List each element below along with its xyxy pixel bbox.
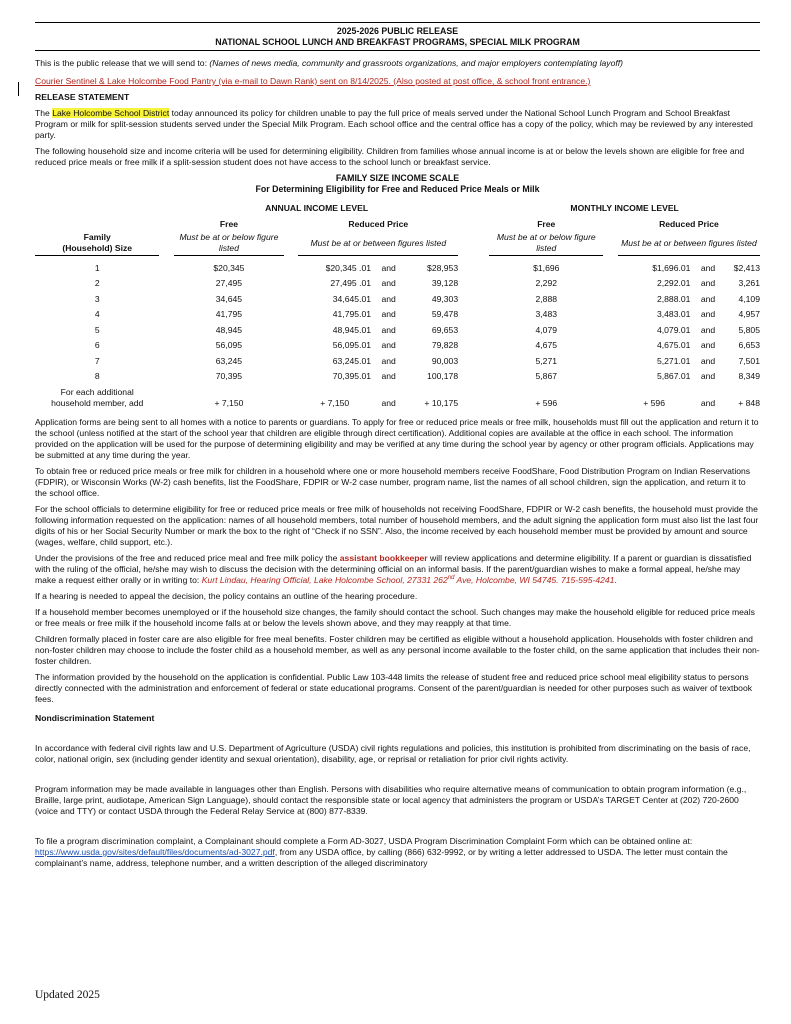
document-header bbox=[35, 22, 760, 51]
cell-size: 8 bbox=[94, 371, 100, 382]
cell-m-red-hi: 8,349 bbox=[738, 371, 760, 382]
cell-m-red-hi: 6,653 bbox=[738, 340, 760, 351]
recipients-line: Courier Sentinel & Lake Holcombe Food Pantry (via e-mail to Dawn Rank) sent on 8/14/2025. (Also posted at post office, & school front entrance.) bbox=[35, 75, 591, 86]
contact-part-1: Kurt Lindau, Hearing Official, Lake Holcombe School, 27331 262 bbox=[201, 574, 448, 585]
table-subheader bbox=[35, 216, 760, 232]
cell-a-red-lo: 56,095.01 bbox=[332, 340, 372, 351]
cell-m-red-hi: 4,109 bbox=[738, 293, 760, 304]
cell-size: 3 bbox=[94, 293, 100, 304]
cell-size: 2 bbox=[94, 278, 100, 289]
and-word: and bbox=[381, 355, 396, 366]
cell-a-free: 70,395 bbox=[215, 371, 243, 382]
cell-a-red-lo: 63,245.01 bbox=[332, 355, 372, 366]
and-word: and bbox=[381, 371, 396, 382]
scale-title: FAMILY SIZE INCOME SCALE bbox=[335, 172, 460, 183]
cell-a-red-hi: 39,128 bbox=[431, 278, 459, 289]
nondiscrimination-paragraph-3 bbox=[35, 836, 760, 869]
determining-official-role: assistant bookkeeper bbox=[339, 552, 428, 563]
text-span: Under the provisions of the free and reduced price meal and free milk policy the bbox=[35, 552, 340, 563]
hearing-paragraph: If a hearing is needed to appeal the decision, the policy contains an outline of the hearing procedure. bbox=[35, 590, 418, 601]
cell-size: 6 bbox=[94, 340, 100, 351]
intro-lead: This is the public release that we will send to: bbox=[35, 57, 210, 68]
contact-part-2: Ave, Holcombe, WI 54745. 715-595-4241 bbox=[454, 574, 615, 585]
and-word: and bbox=[700, 262, 716, 273]
ad-3027-form-link[interactable]: https://www.usda.gov/sites/default/files/documents/ad-3027.pdf bbox=[35, 846, 275, 857]
cell-m-red-lo: 2,292.01 bbox=[656, 278, 691, 289]
officials-paragraph: For the school officials to determine eligibility for free or reduced price meals or free milk of households not receiving FoodShare, FDPIR or W-2 cash benefits, the household must provide the following information requested on the application: names of all household members, total number of household members, and the adult signing the application form must also list the last four digits of his or her Social Security Number or mark the box to the right of “Check if no SSN”. Also, the income received by each household member must be provided by amount and source (wages, welfare, child support, etc.). bbox=[35, 503, 759, 547]
annual-free-note: Must be at or below figure listed bbox=[174, 232, 284, 256]
table-row bbox=[35, 369, 760, 385]
table-row bbox=[35, 260, 760, 276]
cell-a-free: 56,095 bbox=[215, 340, 243, 351]
text-span: , from any USDA office, by calling (866) 632-9992, or by writing a letter addressed to USDA. The letter must contain the complainant’s name, address, telephone number, and a written description of the alleged discriminatory bbox=[35, 846, 728, 868]
cell-a-free: 63,245 bbox=[215, 355, 243, 366]
scale-subtitle: For Determining Eligibility for Free and Reduced Price Meals or Milk bbox=[255, 183, 540, 194]
nondiscrimination-paragraph-1: In accordance with federal civil rights law and U.S. Department of Agriculture (USDA) civil rights regulations and policies, this institution is prohibited from discriminating on the basis of race, color, national origin, sex (including gender identity and sexual orientation), disability, age, or reprisal or retaliation for prior civil rights activity. bbox=[35, 742, 751, 764]
cell-a-free: 41,795 bbox=[215, 309, 243, 320]
additional-annual-reduced-high: + 10,175 bbox=[424, 397, 459, 408]
additional-monthly-reduced-low: + 596 bbox=[643, 397, 665, 408]
intro-audience: (Names of news media, community and grassroots organizations, and major employers contemplating layoff) bbox=[209, 57, 624, 68]
cell-m-free: 4,675 bbox=[535, 340, 558, 351]
cell-a-red-hi: 69,653 bbox=[431, 324, 459, 335]
foster-paragraph: Children formally placed in foster care are also eligible for free meal benefits. Foster children may be certified as eligible without a household application. Households with foster children and non-foster children may choose to include the foster child as a household member, as well as any personal income available to the foster child, on the same application that includes their non-foster children. bbox=[35, 633, 760, 666]
table-notes-row bbox=[35, 232, 760, 256]
text-span: To file a program discrimination complaint, a Complainant should complete a Form AD-3027, USDA Program Discrimination Complaint Form which can be obtained online at: bbox=[35, 835, 693, 846]
cell-m-red-lo: 4,079.01 bbox=[656, 324, 691, 335]
and-word: and bbox=[381, 293, 396, 304]
header-line-1: 2025-2026 PUBLIC RELEASE bbox=[336, 26, 459, 36]
annual-reduced-label: Reduced Price bbox=[348, 218, 409, 229]
cell-m-free: $1,696 bbox=[533, 262, 560, 273]
cell-a-free: 27,495 bbox=[215, 278, 243, 289]
cell-a-red-hi: 79,828 bbox=[431, 340, 459, 351]
income-rows bbox=[35, 260, 760, 384]
cell-a-red-lo: 70,395.01 bbox=[332, 371, 372, 382]
table-group-header bbox=[35, 201, 760, 217]
text-span: . bbox=[614, 574, 617, 585]
cell-m-red-lo: 3,483.01 bbox=[656, 309, 691, 320]
cell-m-red-lo: 5,867.01 bbox=[656, 371, 691, 382]
cell-a-red-lo: 48,945.01 bbox=[332, 324, 372, 335]
cell-size: 1 bbox=[94, 262, 100, 273]
family-label-2: (Household) Size bbox=[62, 242, 133, 253]
annual-income-label: ANNUAL INCOME LEVEL bbox=[265, 203, 369, 214]
updated-footer: Updated 2025 bbox=[35, 989, 100, 1001]
cell-m-free: 5,867 bbox=[535, 371, 558, 382]
cell-a-red-lo: $20,345 .01 bbox=[325, 262, 372, 273]
additional-annual-free: + 7,150 bbox=[214, 397, 244, 408]
table-row bbox=[35, 276, 760, 292]
cell-a-red-hi: 59,478 bbox=[431, 309, 459, 320]
and-word: and bbox=[700, 397, 716, 408]
cell-m-free: 2,888 bbox=[535, 293, 558, 304]
cell-a-red-lo: 41,795.01 bbox=[332, 309, 372, 320]
release-paragraph-1 bbox=[35, 108, 760, 141]
and-word: and bbox=[381, 397, 396, 408]
and-word: and bbox=[381, 278, 396, 289]
cell-a-red-hi: 100,178 bbox=[427, 371, 459, 382]
table-row bbox=[35, 291, 760, 307]
foodshare-paragraph: To obtain free or reduced price meals or free milk for children in a household where one or more household members receive FoodShare, Food Distribution Program on Indian Reservations (FDPIR), or Wisconsin Works (W-2) cash benefits, list the FoodShare, FDPIR or W-2 case number, program name, list the names of all school children, sign the application, and return it to the school office. bbox=[35, 465, 751, 498]
cell-m-red-lo: 5,271.01 bbox=[656, 355, 691, 366]
and-word: and bbox=[700, 324, 716, 335]
additional-label-1: For each additional bbox=[60, 387, 134, 398]
cell-a-red-lo: 34,645.01 bbox=[332, 293, 372, 304]
text-cursor bbox=[18, 82, 19, 96]
cell-size: 5 bbox=[94, 324, 100, 335]
additional-label-2: household member, add bbox=[51, 398, 144, 409]
and-word: and bbox=[700, 278, 716, 289]
cell-a-red-hi: 90,003 bbox=[431, 355, 459, 366]
family-label-1: Family bbox=[83, 231, 111, 242]
text-span: today announced its policy for children unable to pay the full price of meals served under the National School Lunch Program and School Breakfast Program or milk for split-session students served under the Special Milk Program. Each school office and the central office has a copy of the policy, which may be reviewed by any interested party. bbox=[35, 107, 753, 140]
additional-monthly-free: + 596 bbox=[535, 397, 558, 408]
cell-m-red-lo: $1,696.01 bbox=[652, 262, 691, 273]
family-size-header bbox=[35, 232, 159, 256]
cell-m-free: 4,079 bbox=[535, 324, 558, 335]
and-word: and bbox=[381, 324, 396, 335]
annual-reduced-note: Must be at or between figures listed bbox=[298, 232, 458, 256]
and-word: and bbox=[700, 340, 716, 351]
table-row bbox=[35, 322, 760, 338]
cell-m-free: 2,292 bbox=[535, 278, 558, 289]
applications-paragraph: Application forms are being sent to all homes with a notice to parents or guardians. To apply for free or reduced price meals or free milk, households must fill out the application and return it to the school (unless notified at the start of the school year that children are eligible through direct certification). Additional copies are available at the office in each school. The information provided on the application will be used for the purpose of determining eligibility and may be verified at any time during the school year by agency or other program officials. Applications may be submitted at any time during the year. bbox=[35, 416, 759, 460]
table-row bbox=[35, 353, 760, 369]
cell-m-red-hi: 7,501 bbox=[738, 355, 760, 366]
cell-a-free: 34,645 bbox=[215, 293, 243, 304]
release-heading: RELEASE STATEMENT bbox=[35, 91, 130, 102]
and-word: and bbox=[381, 309, 396, 320]
intro-paragraph bbox=[35, 58, 760, 69]
district-name-highlight: Lake Holcombe School District bbox=[52, 107, 170, 118]
cell-a-free: $20,345 bbox=[213, 262, 245, 273]
monthly-reduced-note: Must be at or between figures listed bbox=[618, 232, 760, 256]
monthly-reduced-label: Reduced Price bbox=[659, 218, 719, 229]
cell-size: 7 bbox=[94, 355, 100, 366]
and-word: and bbox=[381, 262, 396, 273]
hearing-official-contact bbox=[202, 575, 615, 585]
cell-a-free: 48,945 bbox=[215, 324, 243, 335]
and-word: and bbox=[700, 309, 716, 320]
contact-superscript: nd bbox=[447, 575, 455, 582]
table-row bbox=[35, 307, 760, 323]
cell-a-red-hi: 49,303 bbox=[431, 293, 459, 304]
unemployed-paragraph: If a household member becomes unemployed or if the household size changes, the family should contact the school. Such changes may make the household eligible for reduced price meals or free meals or free milk if the household income falls at or below the levels shown above, and they may reapply at that time. bbox=[35, 606, 755, 628]
and-word: and bbox=[381, 340, 396, 351]
cell-m-red-hi: 3,261 bbox=[738, 278, 760, 289]
text-span: will review applications and determine eligibility. If a parent or guardian is dissatisfied with the ruling of the official, he/she may wish to discuss the decision with the determining official on an informal basis. If the parent/guardian wishes to make a formal appeal, he/she may make a request either orally or in writing to: bbox=[35, 552, 752, 585]
monthly-free-note: Must be at or below figure listed bbox=[489, 232, 603, 256]
review-paragraph bbox=[35, 553, 760, 586]
cell-m-red-hi: $2,413 bbox=[733, 262, 760, 273]
additional-monthly-reduced-high: + 848 bbox=[738, 397, 760, 408]
monthly-income-label: MONTHLY INCOME LEVEL bbox=[570, 203, 679, 214]
nondiscrimination-heading: Nondiscrimination Statement bbox=[35, 712, 155, 723]
header-line-2: NATIONAL SCHOOL LUNCH AND BREAKFAST PROGRAMS, SPECIAL MILK PROGRAM bbox=[215, 36, 580, 47]
cell-size: 4 bbox=[94, 309, 100, 320]
additional-member-row bbox=[35, 384, 760, 408]
and-word: and bbox=[700, 371, 716, 382]
release-paragraph-2: The following household size and income criteria will be used for determining eligibility. Children from families whose annual income is at or below the levels shown are eligible for free and reduced price meals or free milk if a split-session student does not have access to the school lunch or breakfast service. bbox=[35, 145, 745, 167]
text-span: The bbox=[35, 107, 53, 118]
monthly-free-label: Free bbox=[537, 218, 556, 229]
additional-member-label bbox=[35, 384, 159, 408]
income-scale-title bbox=[35, 173, 760, 195]
nondiscrimination-paragraph-2: Program information may be made available in languages other than English. Persons with disabilities who require alternative means of communication to obtain program information (e.g., Braille, large print, audiotape, American Sign Language), should contact the responsible state or local agency that administers the program or USDA’s TARGET Center at (202) 720-2600 (voice and TTY) or contact USDA through the Federal Relay Service at (800) 877-8339. bbox=[35, 783, 747, 816]
cell-m-red-hi: 5,805 bbox=[738, 324, 760, 335]
cell-a-red-lo: 27,495 .01 bbox=[330, 278, 372, 289]
cell-m-red-hi: 4,957 bbox=[738, 309, 760, 320]
additional-annual-reduced-low: + 7,150 bbox=[320, 397, 350, 408]
cell-m-red-lo: 4,675.01 bbox=[656, 340, 691, 351]
annual-free-label: Free bbox=[219, 218, 239, 229]
confidential-paragraph: The information provided by the household on the application is confidential. Public Law 103-448 limits the release of student free and reduced price school meal eligibility status to persons directly connected with the administration and enforcement of federal or state educational programs. Consent of the parent/guardian is needed for other purposes such as waiver of textbook fees. bbox=[35, 671, 753, 704]
cell-m-red-lo: 2,888.01 bbox=[656, 293, 691, 304]
cell-m-free: 5,271 bbox=[535, 355, 558, 366]
table-row bbox=[35, 338, 760, 354]
and-word: and bbox=[700, 355, 716, 366]
document-page bbox=[35, 22, 760, 874]
cell-m-free: 3,483 bbox=[535, 309, 558, 320]
cell-a-red-hi: $28,953 bbox=[427, 262, 459, 273]
income-table bbox=[35, 201, 760, 409]
and-word: and bbox=[700, 293, 716, 304]
